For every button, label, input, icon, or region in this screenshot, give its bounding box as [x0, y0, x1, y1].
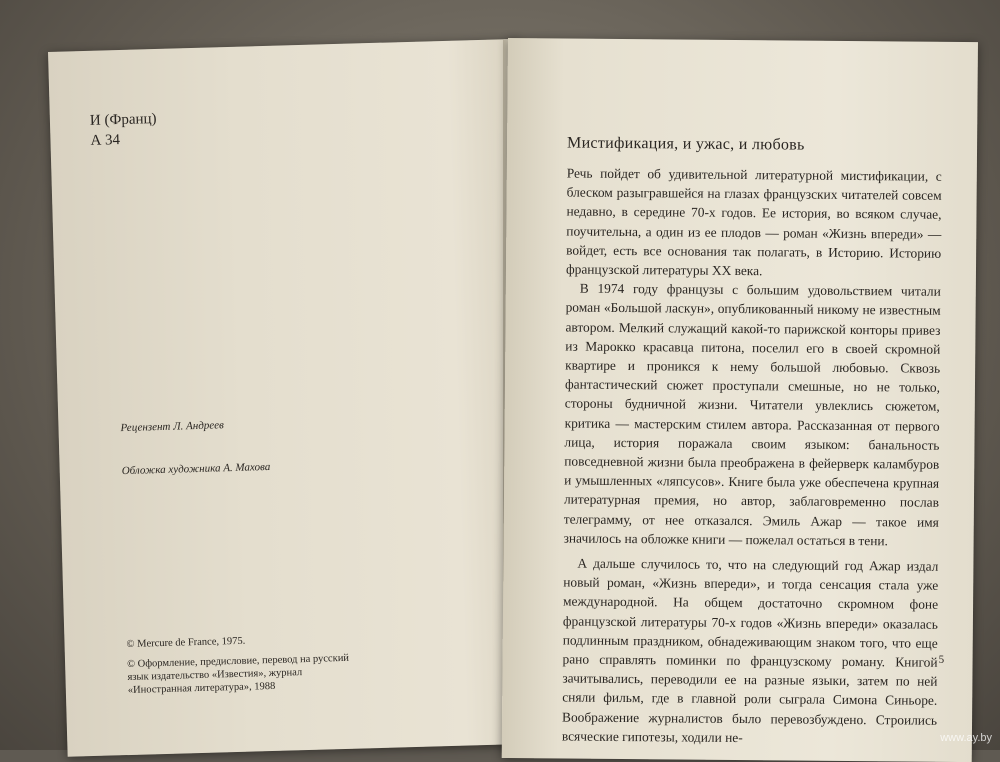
site-watermark: www.ay.by — [940, 732, 992, 744]
paragraph-1: Речь пойдет об удивительной литературной мистификации, с блеском разыгравшейся на глазах французских читателей совсем недавно, в середине 70-х годов. Ее история, во всяком случае, поучительна, а один из ее плодов — роман «Жизнь впереди» — войдет, есть все основания так полагать, в Историю. Историю французской литературы XX века. — [565, 165, 942, 279]
classification-line-1: И (Франц) — [89, 110, 157, 129]
reviewer-credit: Рецензент Л. Андреев — [120, 419, 225, 435]
page-number: 5 — [938, 653, 945, 666]
paragraph-2: В 1974 году французы с большим удовольствием читали роман «Большой ласкун», опубликованный никому не известным автором. Мелкий служащий какой-то парижской конторы привез из Марокко красавца питона, поселил его в своей скромной квартире и проникся к нему большой любовью. Сквозь фантастический сюжет проступали смешные, но не только, стороны будничной жизни. Читатели увлеклись сюжетом, критика — мастерским стилем автора. Рассказанная от первого лица, история поражала своим языком: банальность повседневной жизни была преображена в фейерверк каламбуров и умышленных «ляпсусов». Книге была уже обеспечена крупная литературная премия, но автор, заблаговременно послав телеграмму, от нее отказался. Эмиль Ажар — такое имя значилось на обложке книги — пожелал остаться в тени. — [563, 280, 941, 549]
paragraph-3: А дальше случилось то, что на следующий год Ажар издал новый роман, «Жизнь впереди», и тогда сенсация стала уже международной. На общем достаточно скромном фоне французской литературы 70-х годов «Жизнь впереди» оказалась подлинным праздником, обнадеживающим знаком того, что еще рано справлять поминки по французскому роману. Книгой зачитывались, переводили ее на разные языки, затем по ней сняли фильм, где в главной роли сыграла Симона Синьоре. Воображение журналистов было перевозбуждено. Строились всяческие гипотезы, ходили не- — [561, 555, 939, 745]
left-page — [48, 39, 538, 757]
cover-artist-credit: Обложка художника А. Махова — [121, 460, 271, 478]
copyright-original: © Mercure de France, 1975. — [126, 635, 246, 651]
copyright-translation: © Оформление, предисловие, перевод на русский язык издательство «Известия», журнал «Иностранная литература», 1988 — [126, 652, 350, 697]
classification-code — [90, 109, 158, 151]
chapter-title: Мистификация, и ужас, и любовь — [567, 134, 805, 154]
classification-line-2: А 34 — [90, 132, 121, 149]
body-text — [562, 164, 942, 749]
right-page — [502, 38, 978, 762]
